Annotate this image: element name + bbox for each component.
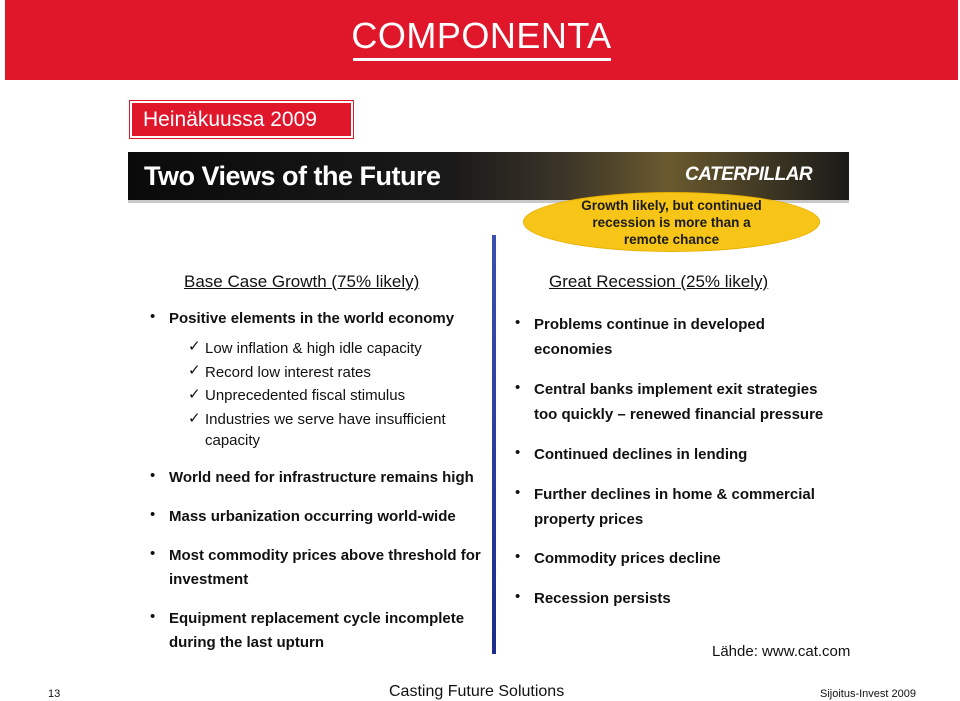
left-bullet-4: Most commodity prices above threshold for bbox=[169, 547, 481, 564]
bullet-dot: • bbox=[515, 444, 521, 461]
footer-tagline: Casting Future Solutions bbox=[389, 683, 565, 700]
caterpillar-logo: CATERPILLAR bbox=[685, 164, 813, 185]
bullet-dot: • bbox=[150, 608, 156, 625]
right-bullet-6: Recession persists bbox=[534, 590, 671, 607]
footer-event: Sijoitus-Invest 2009 bbox=[820, 688, 916, 700]
left-bullet-3: Mass urbanization occurring world-wide bbox=[169, 508, 456, 525]
left-sub-3: Unprecedented fiscal stimulus bbox=[205, 387, 406, 404]
logo-underline bbox=[353, 58, 611, 61]
slide-header bbox=[128, 152, 849, 200]
left-bullet-1: Positive elements in the world economy bbox=[169, 310, 455, 327]
check-icon: ✓ bbox=[188, 410, 201, 427]
right-bullet-2: Central banks implement exit strategies bbox=[534, 381, 818, 398]
right-bullet-2-cont: too quickly – renewed financial pressure bbox=[534, 406, 824, 423]
check-icon: ✓ bbox=[188, 338, 201, 355]
right-bullet-4: Further declines in home & commercial bbox=[534, 486, 815, 503]
slide-title: Two Views of the Future bbox=[144, 161, 441, 191]
left-sub-2: Record low interest rates bbox=[205, 364, 371, 381]
right-bullet-1: Problems continue in developed bbox=[534, 316, 765, 333]
left-bullet-4-cont: investment bbox=[169, 571, 249, 588]
right-bullet-3: Continued declines in lending bbox=[534, 446, 748, 463]
right-bullet-4-cont: property prices bbox=[534, 511, 644, 528]
source-note: Lähde: www.cat.com bbox=[712, 643, 851, 660]
left-column-heading: Base Case Growth (75% likely) bbox=[184, 272, 420, 291]
right-column-heading: Great Recession (25% likely) bbox=[549, 272, 769, 291]
top-banner bbox=[5, 0, 958, 80]
page-number: 13 bbox=[48, 688, 61, 700]
left-sub-1: Low inflation & high idle capacity bbox=[205, 340, 422, 357]
bullet-dot: • bbox=[150, 545, 156, 562]
bullet-dot: • bbox=[150, 506, 156, 523]
bullet-dot: • bbox=[515, 548, 521, 565]
check-icon: ✓ bbox=[188, 386, 201, 403]
left-sub-4: Industries we serve have insufficient bbox=[205, 411, 446, 428]
bullet-dot: • bbox=[150, 308, 156, 325]
check-icon: ✓ bbox=[188, 362, 201, 379]
left-bullet-5-cont: during the last upturn bbox=[169, 634, 324, 651]
bullet-dot: • bbox=[515, 484, 521, 501]
right-bullet-5: Commodity prices decline bbox=[534, 550, 721, 567]
bullet-dot: • bbox=[515, 379, 521, 396]
date-label: Heinäkuussa 2009 bbox=[130, 101, 353, 138]
callout-text: Growth likely, but continued recession is more than a remote chance bbox=[581, 198, 762, 247]
left-bullet-5: Equipment replacement cycle incomplete bbox=[169, 610, 465, 627]
left-bullet-2: World need for infrastructure remains high bbox=[169, 469, 474, 486]
right-bullet-1-cont: economies bbox=[534, 341, 613, 358]
bullet-dot: • bbox=[515, 314, 521, 331]
left-sub-4-cont: capacity bbox=[205, 432, 261, 449]
bullet-dot: • bbox=[150, 467, 156, 484]
componenta-logo: COMPONENTA bbox=[5, 18, 958, 61]
bullet-dot: • bbox=[515, 588, 521, 605]
embedded-slide bbox=[128, 152, 849, 654]
column-divider bbox=[492, 235, 496, 654]
callout-oval bbox=[524, 193, 819, 251]
